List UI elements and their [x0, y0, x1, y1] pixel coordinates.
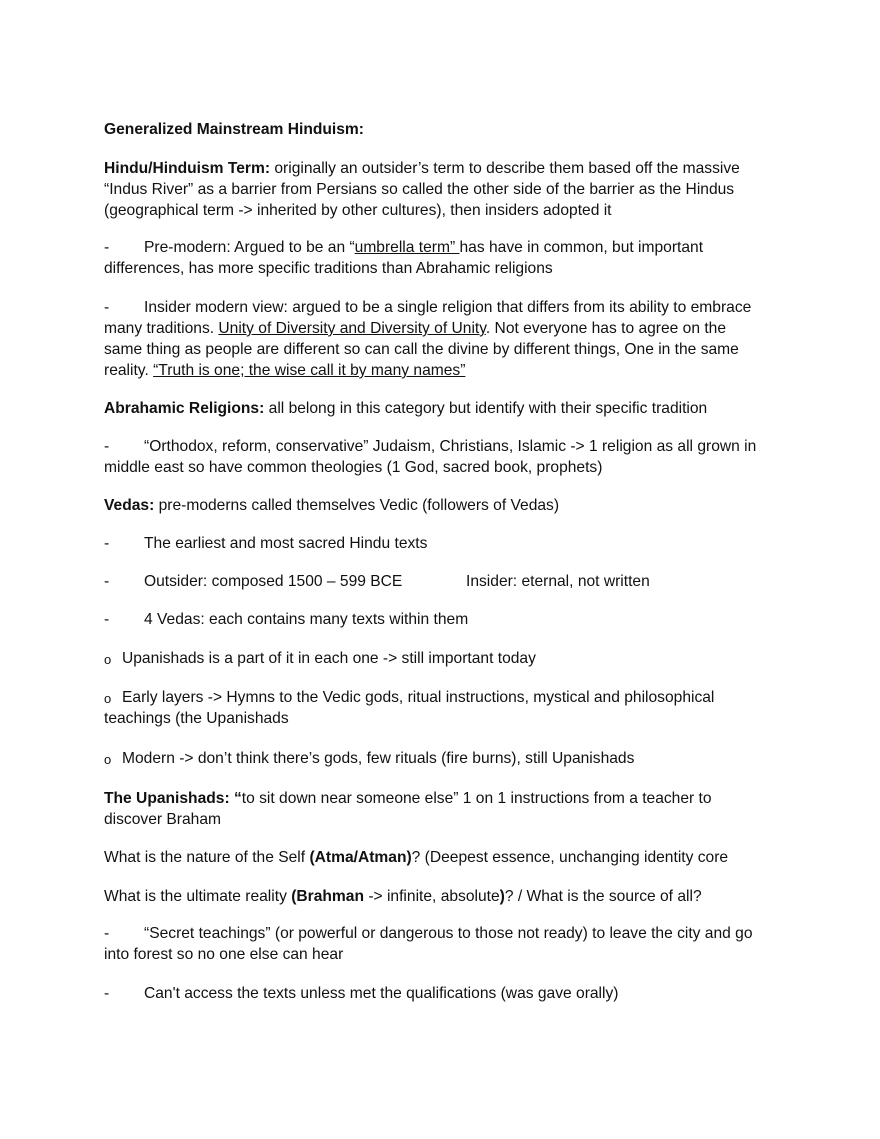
bold-term: (Atma/Atman) — [309, 849, 412, 866]
text: to sit down near someone else” 1 on 1 instructions from a teacher to — [241, 790, 712, 807]
upanishads-line — [104, 789, 712, 809]
text: ? / What is the source of all? — [504, 888, 702, 905]
bullet-dash: - — [104, 438, 110, 455]
insider-line — [104, 319, 726, 339]
text: all belong in this category but identify with their specific tradition — [264, 400, 708, 417]
text: many traditions. — [104, 320, 219, 337]
bullet-circle: o — [104, 691, 112, 706]
text: What is the ultimate reality — [104, 888, 292, 905]
text: pre-moderns called themselves Vedic (followers of Vedas) — [154, 497, 560, 514]
text: has have in common, but important — [459, 239, 704, 256]
vedas-subbullet: Upanishads is a part of it in each one -> still important today — [122, 650, 536, 667]
hindu-term-line: “Indus River” as a barrier from Persians so called the other side of the barrier as the Hindus — [104, 181, 735, 198]
bullet-dash: - — [104, 535, 110, 552]
upanishads-line: discover Braham — [104, 811, 221, 828]
bullet-dash: - — [104, 239, 110, 256]
abrahamic-bullet: middle east so have common theologies (1 God, sacred book, prophets) — [104, 459, 603, 476]
hindu-term-line: (geographical term -> inherited by other cultures), then insiders adopted it — [104, 202, 612, 219]
hindu-term-label: Hindu/Hinduism Term: — [104, 160, 271, 177]
insider-line: Insider modern view: argued to be a single religion that differs from its ability to embrace — [144, 299, 752, 316]
bullet-dash: - — [104, 925, 110, 942]
document-title: Generalized Mainstream Hinduism: — [104, 121, 364, 138]
vedas-bullet-insider: Insider: eternal, not written — [466, 573, 650, 590]
vedas-subbullet: teachings (the Upanishads — [104, 710, 289, 727]
bullet-dash: - — [104, 611, 110, 628]
bullet-circle: o — [104, 752, 112, 767]
text: What is the nature of the Self — [104, 849, 310, 866]
question-reality — [104, 887, 702, 907]
premodern-line: differences, has more specific traditions than Abrahamic religions — [104, 260, 553, 277]
bullet-dash: - — [104, 985, 110, 1002]
bullet-circle: o — [104, 652, 112, 667]
underlined-text: umbrella term” — [354, 239, 460, 256]
text: originally an outsider’s term to describe them based off the massive — [270, 160, 740, 177]
text: ? (Deepest essence, unchanging identity core — [411, 849, 729, 866]
bullet-dash: - — [104, 299, 110, 316]
vedas-subbullet: Modern -> don’t think there’s gods, few rituals (fire burns), still Upanishads — [122, 750, 635, 767]
vedas-bullet: Outsider: composed 1500 – 599 BCE — [144, 573, 403, 590]
upanishads-bullet: Can't access the texts unless met the qualifications (was gave orally) — [144, 985, 619, 1002]
text: reality. — [104, 362, 154, 379]
bullet-dash: - — [104, 573, 110, 590]
abrahamic-label: Abrahamic Religions: — [104, 400, 265, 417]
upanishads-bullet: “Secret teachings” (or powerful or dangerous to those not ready) to leave the city and go — [144, 925, 753, 942]
underlined-text: Unity of Diversity and Diversity of Unity — [218, 320, 486, 337]
vedas-subbullet: Early layers -> Hymns to the Vedic gods, ritual instructions, mystical and philosophical — [122, 689, 715, 706]
underlined-quote: “Truth is one; the wise call it by many names” — [153, 362, 466, 379]
bold-term: (Brahman — [291, 888, 364, 905]
insider-line: same thing as people are different so can call the divine by different things, One in the same — [104, 341, 739, 358]
vedas-bullet: The earliest and most sacred Hindu texts — [144, 535, 428, 552]
abrahamic-line — [104, 399, 707, 419]
insider-line — [104, 361, 465, 381]
vedas-label: Vedas: — [104, 497, 155, 514]
hindu-term-line — [104, 159, 740, 179]
vedas-line — [104, 496, 559, 516]
vedas-bullet: 4 Vedas: each contains many texts within them — [144, 611, 469, 628]
question-self — [104, 848, 728, 868]
premodern-line — [144, 238, 703, 258]
upanishads-bullet: into forest so no one else can hear — [104, 946, 344, 963]
abrahamic-bullet: “Orthodox, reform, conservative” Judaism, Christians, Islamic -> 1 religion as all grown in — [144, 438, 757, 455]
text: Pre-modern: Argued to be an “ — [144, 239, 355, 256]
bold-paren: ) — [499, 888, 505, 905]
text: . Not everyone has to agree on the — [485, 320, 727, 337]
upanishads-label: The Upanishads: “ — [104, 790, 242, 807]
text: -> infinite, absolute — [364, 888, 500, 905]
